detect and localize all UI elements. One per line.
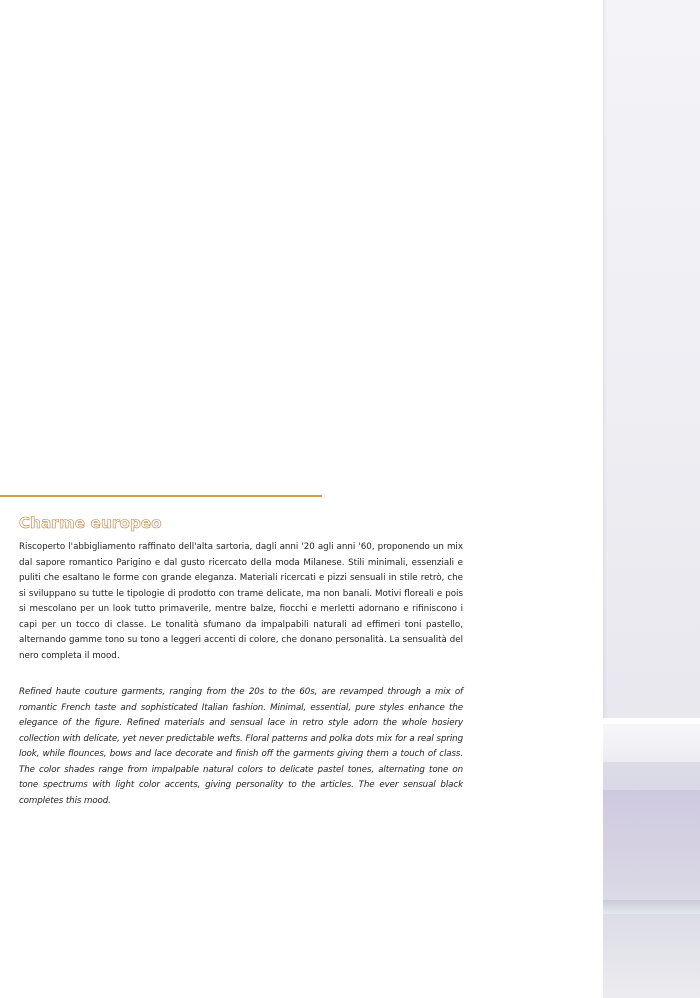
shelf-front xyxy=(603,724,700,762)
photo-metal-bar xyxy=(603,900,700,914)
section-divider xyxy=(0,495,322,497)
photo-violet-tint xyxy=(603,790,700,840)
section-title: Charme europeo xyxy=(19,514,162,532)
italian-paragraph: Riscoperto l'abbigliamento raffinato dell'alta sartoria, dagli anni '20 agli anni '60, proponendo un mix dal sapore romantico Parigino e dal gusto ricercato della moda Milanese. Stili minimali, essenziali e puliti che esaltano le forme con grande eleganza. Materiali ricercati e pizzi sensuali in stile retrò, che si sviluppano su tutte le tipologie di prodotto con trame delicate, ma non banali. Motivi floreali e pois si mescolano per un look tutto primaverile, mentre balze, fiocchi e merletti adornano e rifiniscono i capi per un tocco di classe. Le tonalità sfumano da impalpabili naturali ad effimeri toni pastello, alternando gamme tono su tono a leggeri accenti di colore, che donano personalità. La sensualità del nero completa il mood. xyxy=(19,542,463,661)
side-photo xyxy=(603,0,700,998)
english-paragraph: Refined haute couture garments, ranging from the 20s to the 60s, are revamped through a mix of romantic French taste and sophisticated Italian fashion. Minimal, essential, pure styles enhance the elegance of the figure. Refined materials and sensual lace in retro style adorn the whole hosiery collection with delicate, yet never predictable wefts. Floral patterns and polka dots mix for a real spring look, while flounces, bows and lace decorate and finish off the garments giving them a touch of class. The color shades range from impalpable natural colors to delicate pastel tones, alternating tone on tone spectrums with light color accents, giving personality to the articles. The ever sensual black completes this mood. xyxy=(19,687,463,806)
